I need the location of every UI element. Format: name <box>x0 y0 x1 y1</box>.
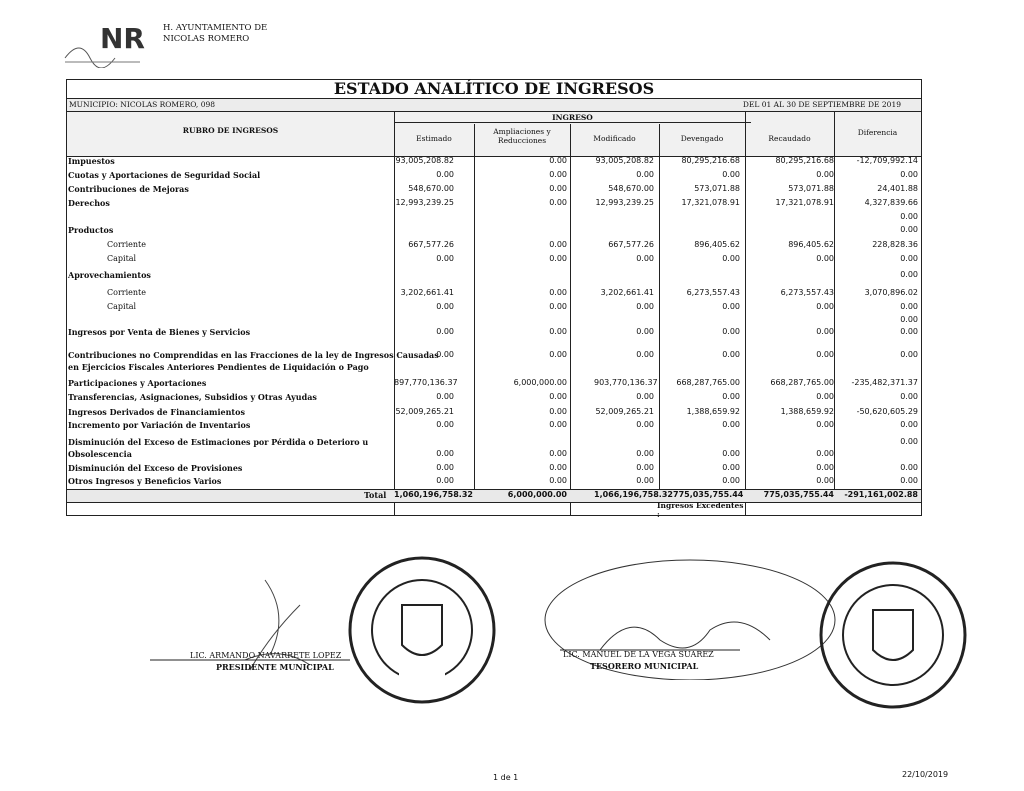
cell-estimado: 0.00 <box>436 350 454 359</box>
table-row <box>67 225 921 239</box>
cell-recaudado: 668,287,765.00 <box>770 378 834 387</box>
cell-recaudado: 0.00 <box>816 420 834 429</box>
cell-diferencia: 0.00 <box>900 392 918 401</box>
row-label: Contribuciones no Comprendidas en las Fracciones de la ley de Ingresos Causadas <box>68 350 439 360</box>
cell-devengado: 17,321,078.91 <box>681 198 740 207</box>
cell-modificado: 0.00 <box>636 254 654 263</box>
row-label: Corriente <box>107 240 146 249</box>
table-row <box>67 170 921 184</box>
cell-modificado: 52,009,265.21 <box>595 407 654 416</box>
presidency-seal <box>347 555 497 705</box>
cell-devengado: 0.00 <box>722 350 740 359</box>
cell-estimado: 93,005,208.82 <box>395 156 454 165</box>
table-row <box>67 184 921 198</box>
cell-devengado: 0.00 <box>722 420 740 429</box>
cell-recaudado: 0.00 <box>816 170 834 179</box>
cell-diferencia: 0.00 <box>900 254 918 263</box>
cell-recaudado: 0.00 <box>816 350 834 359</box>
cell-recaudado: 0.00 <box>816 449 834 458</box>
cell-estimado: 0.00 <box>436 463 454 472</box>
cell-recaudado: 17,321,078.91 <box>775 198 834 207</box>
cell-estimado: 548,670.00 <box>408 184 454 193</box>
col-ampliaciones: Ampliaciones y Reducciones <box>493 127 551 145</box>
cell-ampliaciones: 0.00 <box>549 392 567 401</box>
cell-modificado: 0.00 <box>636 170 654 179</box>
signer-right-name: LIC. MANUEL DE LA VEGA SUAREZ <box>563 650 714 659</box>
cell-ampliaciones: 6,000,000.00 <box>513 378 567 387</box>
cell-diferencia: 0.00 <box>900 212 918 221</box>
cell-estimado: 667,577.26 <box>408 240 454 249</box>
total-row <box>67 489 921 503</box>
cell-diferencia: 0.00 <box>900 350 918 359</box>
cell-diferencia: 0.00 <box>900 170 918 179</box>
cell-recaudado: 80,295,216.68 <box>775 156 834 165</box>
cell-estimado: 0.00 <box>436 327 454 336</box>
row-label: Contribuciones de Mejoras <box>68 184 189 194</box>
cell-diferencia: 3,070,896.02 <box>864 288 918 297</box>
cell-devengado: 1,388,659.92 <box>686 407 740 416</box>
cell-recaudado: 1,388,659.92 <box>780 407 834 416</box>
svg-text:NR: NR <box>100 22 145 55</box>
cell-recaudado: 0.00 <box>816 476 834 485</box>
col-recaudado: Recaudado <box>768 134 811 143</box>
table-row <box>67 420 921 434</box>
table-row <box>67 407 921 421</box>
col-diferencia: Diferencia <box>857 128 898 137</box>
total-diferencia: -291,161,002.88 <box>844 490 918 499</box>
cell-devengado: 80,295,216.68 <box>681 156 740 165</box>
row-label: Obsolescencia <box>68 449 132 459</box>
table-row <box>67 212 921 226</box>
cell-modificado: 0.00 <box>636 350 654 359</box>
cell-devengado: 0.00 <box>722 476 740 485</box>
cell-ampliaciones: 0.00 <box>549 288 567 297</box>
cell-recaudado: 573,071.88 <box>788 184 834 193</box>
cell-modificado: 0.00 <box>636 392 654 401</box>
cell-diferencia: -235,482,371.37 <box>851 378 918 387</box>
total-ampliaciones: 6,000,000.00 <box>507 490 567 499</box>
org-line-1: H. AYUNTAMIENTO DE <box>163 23 268 33</box>
page-number: 1 de 1 <box>493 773 519 782</box>
cell-recaudado: 0.00 <box>816 254 834 263</box>
total-label: Total <box>364 490 387 500</box>
cell-diferencia: 0.00 <box>900 327 918 336</box>
cell-modificado: 0.00 <box>636 420 654 429</box>
cell-ampliaciones: 0.00 <box>549 350 567 359</box>
cell-estimado: 0.00 <box>436 420 454 429</box>
table-row <box>67 254 921 268</box>
cell-modificado: 667,577.26 <box>608 240 654 249</box>
cell-diferencia: -50,620,605.29 <box>856 407 918 416</box>
cell-devengado: 0.00 <box>722 449 740 458</box>
table-row <box>67 392 921 406</box>
row-label: Ingresos Derivados de Financiamientos <box>68 407 245 417</box>
cell-recaudado: 896,405.62 <box>788 240 834 249</box>
cell-modificado: 0.00 <box>636 463 654 472</box>
row-label: Capital <box>107 254 137 263</box>
table-row <box>67 362 921 376</box>
row-label: Transferencias, Asignaciones, Subsidios y Otras Ayudas <box>68 392 317 402</box>
cell-recaudado: 6,273,557.43 <box>780 288 834 297</box>
col-ingreso: INGRESO <box>394 113 751 123</box>
table-row <box>67 156 921 170</box>
cell-devengado: 6,273,557.43 <box>686 288 740 297</box>
table-row <box>67 378 921 392</box>
cell-ampliaciones: 0.00 <box>549 198 567 207</box>
total-devengado: 775,035,755.44 <box>673 490 744 499</box>
col-estimado: Estimado <box>416 134 452 143</box>
column-headers <box>67 112 921 157</box>
cell-modificado: 93,005,208.82 <box>595 156 654 165</box>
cell-recaudado: 0.00 <box>816 392 834 401</box>
cell-ampliaciones: 0.00 <box>549 463 567 472</box>
cell-devengado: 668,287,765.00 <box>676 378 740 387</box>
row-label: en Ejercicios Fiscales Anteriores Pendientes de Liquidación o Pago <box>68 362 369 372</box>
table-row <box>67 449 921 463</box>
cell-estimado: 897,770,136.37 <box>394 378 458 387</box>
cell-modificado: 0.00 <box>636 449 654 458</box>
excedentes-row <box>567 501 747 519</box>
cell-ampliaciones: 0.00 <box>549 407 567 416</box>
period-label: DEL 01 AL 30 DE SEPTIEMBRE DE 2019 <box>742 100 901 109</box>
cell-modificado: 903,770,136.37 <box>594 378 658 387</box>
cell-estimado: 3,202,661.41 <box>400 288 454 297</box>
cell-diferencia: 0.00 <box>900 315 918 324</box>
excedentes-label: Ingresos Excedentes : <box>657 501 744 519</box>
cell-estimado: 12,993,239.25 <box>395 198 454 207</box>
print-date: 22/10/2019 <box>902 770 949 779</box>
cell-diferencia: 0.00 <box>900 476 918 485</box>
cell-modificado: 548,670.00 <box>608 184 654 193</box>
cell-ampliaciones: 0.00 <box>549 327 567 336</box>
cell-diferencia: 4,327,839.66 <box>864 198 918 207</box>
cell-modificado: 0.00 <box>636 302 654 311</box>
row-label: Ingresos por Venta de Bienes y Servicios <box>68 327 251 337</box>
row-label: Participaciones y Aportaciones <box>68 378 207 388</box>
cell-devengado: 0.00 <box>722 463 740 472</box>
cell-ampliaciones: 0.00 <box>549 240 567 249</box>
cell-modificado: 0.00 <box>636 476 654 485</box>
cell-diferencia: 0.00 <box>900 302 918 311</box>
cell-estimado: 0.00 <box>436 476 454 485</box>
row-label: Corriente <box>107 288 146 297</box>
cell-ampliaciones: 0.00 <box>549 254 567 263</box>
row-label: Productos <box>68 225 114 235</box>
cell-estimado: 0.00 <box>436 254 454 263</box>
cell-ampliaciones: 0.00 <box>549 420 567 429</box>
cell-ampliaciones: 0.00 <box>549 184 567 193</box>
total-recaudado: 775,035,755.44 <box>763 490 834 499</box>
report-title: ESTADO ANALÍTICO DE INGRESOS <box>67 80 921 99</box>
cell-devengado: 0.00 <box>722 392 740 401</box>
signer-left-name: LIC. ARMANDO NAVARRETE LOPEZ <box>190 651 342 660</box>
cell-devengado: 0.00 <box>722 302 740 311</box>
cell-diferencia: 0.00 <box>900 420 918 429</box>
cell-diferencia: 24,401.88 <box>877 184 918 193</box>
row-label: Otros Ingresos y Beneficios Varios <box>68 476 222 486</box>
cell-estimado: 0.00 <box>436 392 454 401</box>
cell-recaudado: 0.00 <box>816 327 834 336</box>
cell-estimado: 0.00 <box>436 449 454 458</box>
cell-modificado: 0.00 <box>636 327 654 336</box>
total-estimado: 1,060,196,758.32 <box>394 490 473 499</box>
row-label: Derechos <box>68 198 110 208</box>
signer-left-role: PRESIDENTE MUNICIPAL <box>216 662 334 672</box>
table-row <box>67 463 921 477</box>
cell-modificado: 12,993,239.25 <box>595 198 654 207</box>
org-name <box>163 23 267 45</box>
table-row <box>67 288 921 302</box>
cell-diferencia: 0.00 <box>900 463 918 472</box>
cell-estimado: 52,009,265.21 <box>395 407 454 416</box>
cell-recaudado: 0.00 <box>816 302 834 311</box>
row-label: Impuestos <box>68 156 115 166</box>
row-label: Incremento por Variación de Inventarios <box>68 420 251 430</box>
cell-devengado: 573,071.88 <box>694 184 740 193</box>
cell-devengado: 0.00 <box>722 327 740 336</box>
col-devengado: Devengado <box>680 134 724 143</box>
cell-diferencia: -12,709,992.14 <box>856 156 918 165</box>
table-row <box>67 270 921 284</box>
row-label: Aprovechamientos <box>68 270 151 280</box>
cell-diferencia: 0.00 <box>900 437 918 446</box>
row-label: Cuotas y Aportaciones de Seguridad Social <box>68 170 261 180</box>
table-row <box>67 240 921 254</box>
cell-estimado: 0.00 <box>436 170 454 179</box>
municipal-logo <box>60 18 148 68</box>
cell-diferencia: 0.00 <box>900 270 918 279</box>
cell-ampliaciones: 0.00 <box>549 170 567 179</box>
total-modificado: 1,066,196,758.32 <box>594 490 673 499</box>
cell-diferencia: 0.00 <box>900 225 918 234</box>
cell-devengado: 0.00 <box>722 254 740 263</box>
cell-ampliaciones: 0.00 <box>549 156 567 165</box>
cell-devengado: 0.00 <box>722 170 740 179</box>
col-rubro: RUBRO DE INGRESOS <box>182 126 279 135</box>
signer-right-role: TESORERO MUNICIPAL <box>590 661 699 671</box>
municipio-bar <box>67 99 921 112</box>
row-label: Capital <box>107 302 137 311</box>
cell-ampliaciones: 0.00 <box>549 302 567 311</box>
treasury-seal <box>818 560 968 710</box>
org-line-2: NICOLAS ROMERO <box>163 34 250 44</box>
municipio-label: MUNICIPIO: NICOLAS ROMERO, 098 <box>69 100 216 109</box>
row-label: Disminución del Exceso de Provisiones <box>68 463 243 473</box>
table-row <box>67 327 921 341</box>
table-row <box>67 198 921 212</box>
cell-recaudado: 0.00 <box>816 463 834 472</box>
cell-modificado: 3,202,661.41 <box>600 288 654 297</box>
row-label: Disminución del Exceso de Estimaciones por Pérdida o Deterioro u <box>68 437 369 447</box>
cell-devengado: 896,405.62 <box>694 240 740 249</box>
cell-ampliaciones: 0.00 <box>549 449 567 458</box>
table-row <box>67 302 921 316</box>
cell-estimado: 0.00 <box>436 302 454 311</box>
cell-diferencia: 228,828.36 <box>872 240 918 249</box>
cell-ampliaciones: 0.00 <box>549 476 567 485</box>
col-modificado: Modificado <box>593 134 636 143</box>
table-row <box>67 476 921 490</box>
